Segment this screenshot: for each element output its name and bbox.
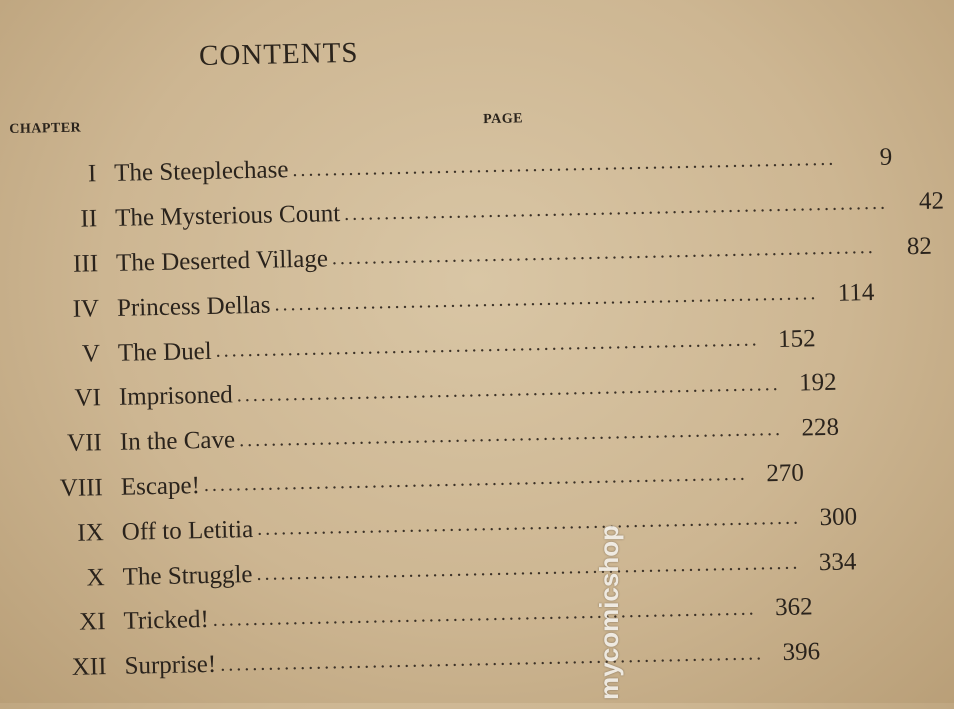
chapter-number: VIII bbox=[59, 474, 104, 503]
chapter-number: IX bbox=[77, 518, 105, 547]
page-number: 270 bbox=[766, 459, 805, 488]
chapter-title: The Duel bbox=[117, 337, 212, 367]
page-number: 228 bbox=[801, 413, 840, 442]
chapter-title: Tricked! bbox=[123, 606, 210, 636]
chapter-number: X bbox=[86, 563, 105, 592]
chapter-title: The Deserted Village bbox=[115, 245, 329, 277]
chapter-title: Off to Letitia bbox=[121, 515, 254, 546]
chapter-number: IV bbox=[72, 294, 100, 323]
page-number: 152 bbox=[777, 324, 816, 353]
chapter-title: Surprise! bbox=[124, 650, 217, 680]
page-number: 362 bbox=[774, 593, 813, 622]
page-number: 396 bbox=[782, 638, 821, 667]
dot-leader: .................................................................... bbox=[256, 506, 802, 541]
dot-leader: .................................................................... bbox=[343, 191, 889, 225]
page-column-header: PAGE bbox=[483, 111, 524, 128]
page-number: 9 bbox=[879, 143, 893, 172]
chapter-title: Escape! bbox=[120, 472, 201, 501]
dot-leader: .................................................................... bbox=[238, 417, 784, 451]
chapter-number: VI bbox=[74, 384, 102, 413]
dot-leader: .................................................................... bbox=[256, 551, 801, 586]
dot-leader: .................................................................... bbox=[274, 282, 819, 316]
chapter-number: XII bbox=[71, 653, 107, 682]
dot-leader: .................................................................... bbox=[212, 597, 757, 631]
dot-leader: .................................................................... bbox=[203, 463, 749, 497]
chapter-number: I bbox=[87, 160, 97, 188]
chapter-title: The Mysterious Count bbox=[114, 200, 341, 233]
page-number: 192 bbox=[798, 369, 837, 397]
chapter-title: In the Cave bbox=[119, 426, 236, 456]
page-number: 42 bbox=[918, 187, 945, 216]
dot-leader: .................................................................... bbox=[292, 147, 837, 182]
chapter-number: VII bbox=[66, 429, 103, 458]
dot-leader: .................................................................... bbox=[331, 236, 877, 270]
chapter-number: II bbox=[80, 205, 98, 233]
chapter-title: Princess Dellas bbox=[116, 291, 271, 322]
page-number: 82 bbox=[906, 232, 933, 261]
chapter-number: III bbox=[72, 250, 99, 278]
chapter-title: The Struggle bbox=[122, 560, 253, 591]
chapter-number: V bbox=[81, 339, 101, 368]
chapter-column-header: CHAPTER bbox=[9, 120, 82, 138]
contents-heading: CONTENTS bbox=[198, 36, 359, 73]
chapter-title: Imprisoned bbox=[118, 381, 234, 412]
dot-leader: .................................................................... bbox=[236, 372, 781, 407]
page-number: 300 bbox=[819, 503, 858, 531]
watermark: mycomicshop bbox=[594, 525, 624, 700]
chapter-title: The Steeplechase bbox=[113, 156, 289, 188]
page-number: 114 bbox=[837, 278, 875, 307]
dot-leader: .................................................................... bbox=[219, 642, 765, 676]
dot-leader: .................................................................... bbox=[215, 328, 760, 362]
page-number: 334 bbox=[818, 547, 857, 576]
chapter-number: XI bbox=[78, 608, 106, 637]
